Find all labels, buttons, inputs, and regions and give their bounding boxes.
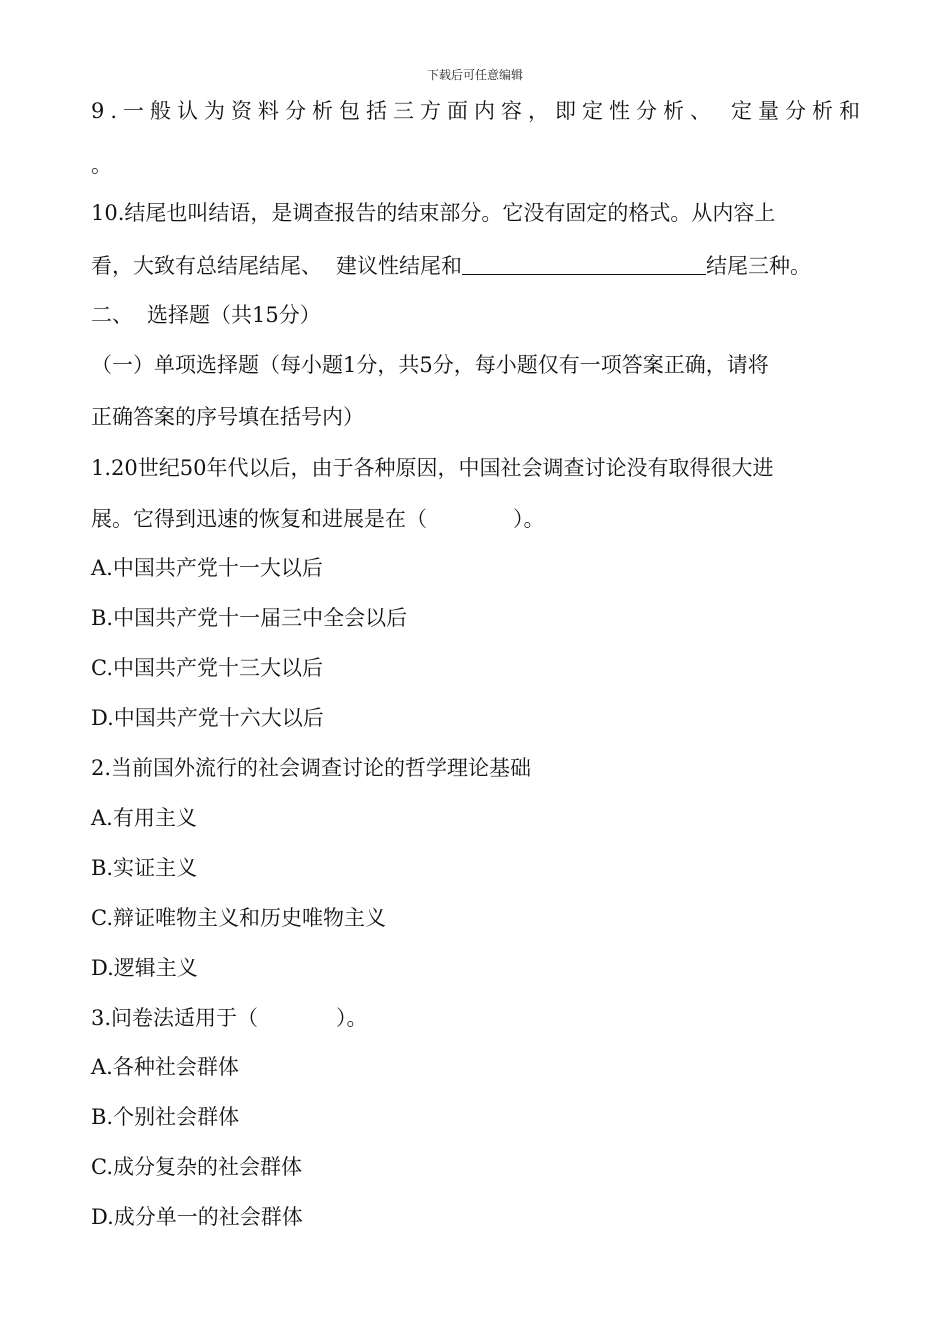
subsection-1-line-1: （一）单项选择题（每小题1分，共5分，每小题仅有一项答案正确，请将 bbox=[91, 353, 769, 377]
mcq3-option-b: B.个别社会群体 bbox=[91, 1105, 240, 1129]
q10-text-b: 建议性结尾和 bbox=[336, 254, 462, 278]
mcq1-option-a: A.中国共产党十一大以后 bbox=[91, 556, 323, 580]
mcq3-option-c: C.成分复杂的社会群体 bbox=[91, 1155, 302, 1179]
q9-line-1 bbox=[91, 97, 866, 125]
mcq3-stem-b: ）。 bbox=[336, 1006, 368, 1030]
q9-line-2: 。 bbox=[91, 153, 112, 177]
q9-text-a: 9.一般认为资料分析包括三方面内容，即定性分析、 bbox=[91, 99, 718, 123]
mcq1-stem-line-1: 1.20世纪50年代以后，由于各种原因，中国社会调查讨论没有取得很大进 bbox=[91, 456, 774, 480]
mcq2-stem: 2.当前国外流行的社会调查讨论的哲学理论基础 bbox=[91, 756, 532, 780]
fill-blank[interactable] bbox=[462, 254, 706, 275]
q10-text-a: 看，大致有总结尾结尾、 bbox=[91, 254, 322, 278]
mcq1-stem-a: 展。它得到迅速的恢复和进展是在（ bbox=[91, 507, 427, 531]
page-header: 下载后可任意编辑 bbox=[426, 68, 523, 82]
mcq3-stem-a: 3.问卷法适用于（ bbox=[91, 1006, 259, 1030]
mcq1-stem-line-2 bbox=[91, 505, 545, 533]
mcq3-stem bbox=[91, 1004, 368, 1032]
q10-text-c: 结尾三种。 bbox=[706, 254, 811, 278]
mcq2-option-a: A.有用主义 bbox=[91, 806, 197, 830]
mcq2-option-c: C.辩证唯物主义和历史唯物主义 bbox=[91, 906, 386, 930]
mcq2-option-b: B.实证主义 bbox=[91, 856, 198, 880]
q9-text-b: 定量分析和 bbox=[731, 99, 867, 123]
mcq1-option-d: D.中国共产党十六大以后 bbox=[91, 706, 324, 730]
mcq1-option-b: B.中国共产党十一届三中全会以后 bbox=[91, 606, 408, 630]
mcq3-option-a: A.各种社会群体 bbox=[91, 1055, 239, 1079]
section-2-prefix: 二、 bbox=[91, 303, 133, 327]
mcq1-stem-b: ）。 bbox=[513, 507, 545, 531]
mcq2-option-d: D.逻辑主义 bbox=[91, 956, 198, 980]
mcq3-option-d: D.成分单一的社会群体 bbox=[91, 1205, 303, 1229]
section-2-title: 选择题（共15分） bbox=[147, 303, 321, 327]
subsection-1-line-2: 正确答案的序号填在括号内） bbox=[91, 405, 364, 429]
q10-line-2 bbox=[91, 252, 811, 280]
section-2-heading bbox=[91, 301, 321, 329]
q10-line-1: 10.结尾也叫结语，是调查报告的结束部分。它没有固定的格式。从内容上 bbox=[91, 201, 776, 225]
mcq1-option-c: C.中国共产党十三大以后 bbox=[91, 656, 323, 680]
